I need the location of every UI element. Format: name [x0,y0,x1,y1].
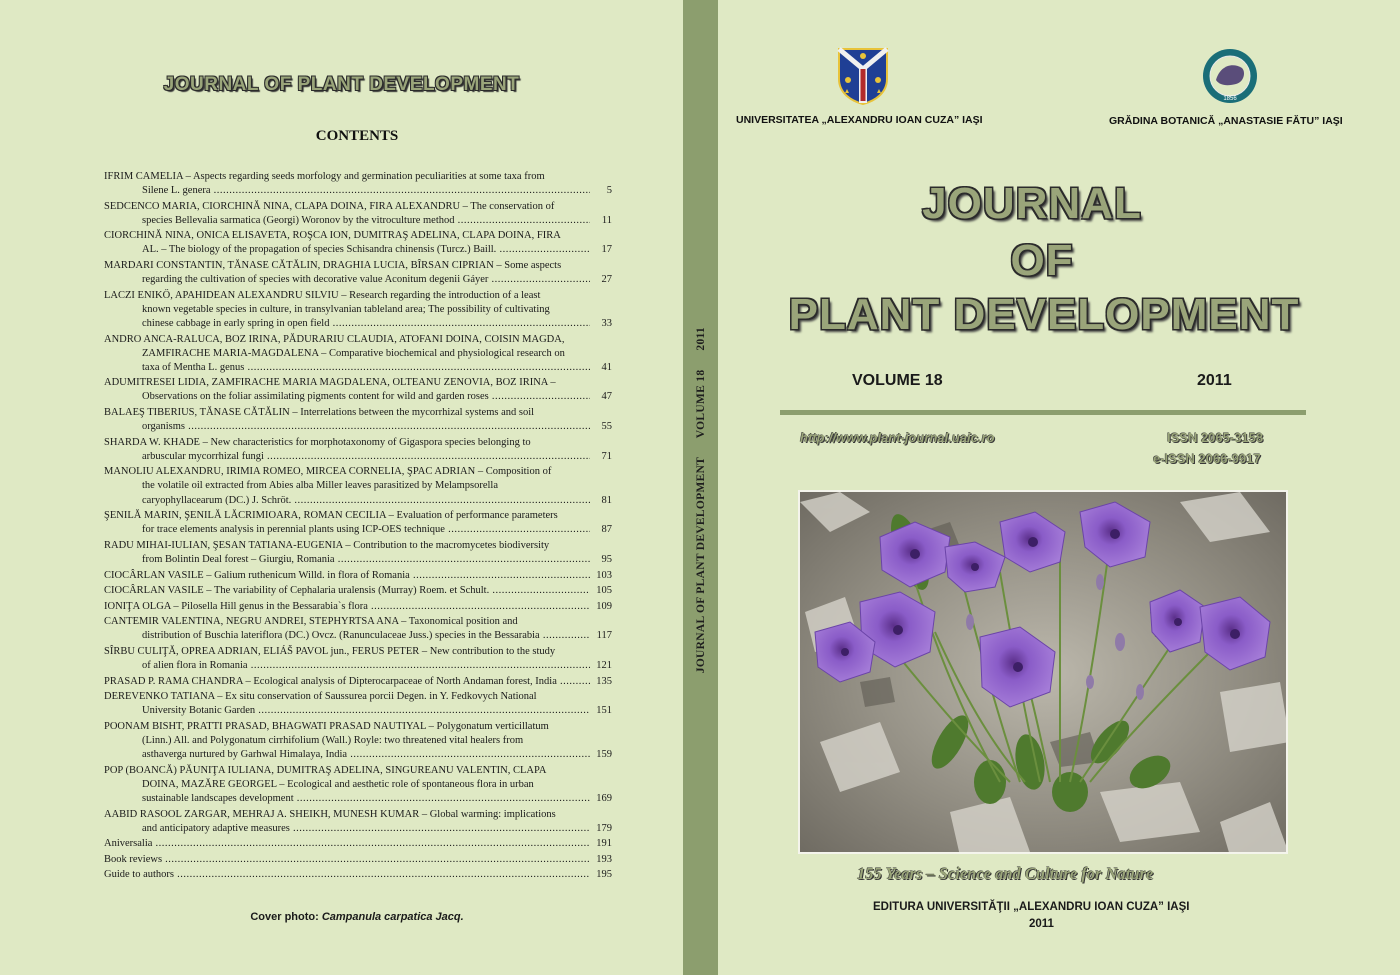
toc-entry-line: from Bolintin Deal forest – Giurgiu, Romania ..... [104,553,590,567]
toc-entry [104,539,612,567]
divider-rule [780,410,1306,415]
toc-entry [104,200,612,228]
toc-entry-line: organisms ..... [104,420,590,434]
toc-entry-line: SÎRBU CULIŢĂ, OPREA ADRIAN, ELIÁŠ PAVOL jun., FERUS PETER – New contribution to the study [104,646,556,657]
toc-entry-line: ZAMFIRACHE MARIA-MAGDALENA – Comparative biochemical and physiological research on [142,347,565,359]
toc-page-number: 71 [601,450,612,462]
toc-page-number: 135 [596,675,612,687]
toc-entry-line: MARDARI CONSTANTIN, TĂNASE CĂTĂLIN, DRAGHIA LUCIA, BÎRSAN CIPRIAN – Some aspects [104,260,562,272]
cover-photo-species: Campanula carpatica Jacq. [321,911,464,923]
toc-page-number: 121 [596,660,612,672]
toc-entry-line: Guide to authors ..... [104,868,590,882]
toc-entry [104,600,612,614]
toc-entry-line: SEDCENCO MARIA, CIORCHINĂ NINA, CLAPA DOINA, FIRA ALEXANDRU – The conservation of [104,200,555,212]
toc-entry-line: Aniversalia ..... [104,837,590,851]
toc-entry [104,509,612,537]
publisher-year: 2011 [1029,918,1054,930]
toc-entry-line: ŞENILĂ MARIN, ŞENILĂ LĂCRIMIOARA, ROMAN CECILIA – Evaluation of performance parameters [104,510,558,522]
toc-entry-line: POP (BOANCĂ) PĂUNIŢA IULIANA, DUMITRAŞ ADELINA, SINGUREANU VALENTIN, CLAPA [104,764,547,776]
title-line-plant-development: PLANT DEVELOPMENT [788,290,1300,339]
toc-entry-line: IONIŢA OLGA – Pilosella Hill genus in the Bessarabia`s flora ..... [104,600,590,614]
toc-entry-line: for trace elements analysis in perennial plants using ICP-OES technique ..... [104,523,590,537]
toc-page-number: 191 [596,838,612,850]
toc-entry [104,868,612,882]
toc-entry-line: asthaverga nurtured by Garhwal Himalaya, India ..... [104,748,590,762]
toc-entry-line: AL. – The biology of the propagation of species Schisandra chinensis (Turcz.) Baill. ..... [104,243,590,257]
cover-photo-label: Cover photo: [250,911,322,923]
toc-entry [104,406,612,434]
contents-heading: CONTENTS [315,128,399,144]
back-journal-title: JOURNAL OF PLANT DEVELOPMENT [163,74,520,95]
cover-photo [798,490,1288,854]
toc-entry-line: MANOLIU ALEXANDRU, IRIMIA ROMEO, MIRCEA CORNELIA, ŞPAC ADRIAN – Composition of [104,466,552,478]
publisher: EDITURA UNIVERSITĂŢII „ALEXANDRU IOAN CUZA” IAŞI [873,901,1190,913]
toc-entry-line: and anticipatory adaptive measures ..... [104,822,590,836]
spine-text: JOURNAL OF PLANT DEVELOPMENT VOLUME 18 2011 [694,326,707,674]
toc-entry [104,853,612,867]
toc-page-number: 103 [596,569,612,581]
toc-entry [104,584,612,598]
toc-entry [104,690,612,718]
tagline: 155 Years – Science and Culture for Nature [857,864,1154,883]
university-crest-icon [837,47,889,105]
toc-entry-line: chinese cabbage in early spring in open field ..... [104,317,590,331]
toc-entry-line: RADU MIHAI-IULIAN, ŞESAN TATIANA-EUGENIA – Contribution to the macromycetes biodiversity [104,539,550,551]
toc-entry [104,569,612,583]
seal-year: 1856 [1223,96,1237,102]
toc-entry-line: DEREVENKO TATIANA – Ex situ conservation of Saussurea porcii Degen. in Y. Fedkovych National [104,691,537,703]
toc-entry-line: AABID RASOOL ZARGAR, MEHRAJ A. SHEIKH, MUNESH KUMAR – Global warming: implications [104,808,556,820]
toc-page-number: 41 [601,361,612,373]
toc-entry-line: PRASAD P. RAMA CHANDRA – Ecological analysis of Dipterocarpaceae of North Andaman forest, India ..... [104,675,590,689]
botanical-garden-seal-icon [1202,48,1258,104]
toc-entry [104,229,612,257]
toc-page-number: 179 [596,822,612,834]
toc-page-number: 27 [601,274,612,286]
toc-entry-line: CIOCÂRLAN VASILE – Galium ruthenicum Willd. in flora of Romania ..... [104,569,590,583]
toc-entry-line: LACZI ENIKŐ, APAHIDEAN ALEXANDRU SILVIU – Research regarding the introduction of a least [104,289,541,301]
toc-entry-line: of alien flora in Romania ..... [104,659,590,673]
toc-entry-line: caryophyllacearum (DC.) J. Schröt. ..... [104,494,590,508]
title-line-journal: JOURNAL [922,179,1142,228]
toc-entry [104,645,612,673]
botanical-garden-name: GRĂDINA BOTANICĂ „ANASTASIE FĂTU” IAŞI [1109,115,1343,127]
title-line-of: OF [1010,236,1074,285]
toc-page-number: 193 [596,853,612,865]
toc-entry-line: arbuscular mycorrhizal fungi ..... [104,450,590,464]
toc-entry [104,615,612,643]
toc-entry-line: known vegetable species in culture, in transylvanian tableland area; The possibility of cultivating [142,303,550,315]
toc-page-number: 195 [596,869,612,881]
table-of-contents [104,170,612,884]
toc-entry-line: ADUMITRESEI LIDIA, ZAMFIRACHE MARIA MAGDALENA, OLTEANU ZENOVIA, BOZ IRINA – [104,377,556,389]
toc-entry [104,675,612,689]
toc-entry-line: CIORCHINĂ NINA, ONICA ELISAVETA, ROŞCA ION, DUMITRAŞ ADELINA, CLAPA DOINA, FIRA [104,230,561,242]
toc-entry-line: University Botanic Garden ..... [104,704,590,718]
toc-entry-line: DOINA, MAZĂRE GEORGEL – Ecological and aesthetic role of spontaneous flora in urban [142,778,534,790]
university-name: UNIVERSITATEA „ALEXANDRU IOAN CUZA” IAŞI [736,114,983,126]
toc-entry-line: the volatile oil extracted from Abies alba Miller leaves parasitized by Melampsorella [142,480,499,492]
toc-entry-line: sustainable landscapes development ..... [104,792,590,806]
toc-page-number: 87 [601,524,612,536]
toc-entry-line: regarding the cultivation of species with decorative value Aconitum degenii Gáyer ..... [104,273,590,287]
year-label: 2011 [1197,372,1232,389]
journal-url: http://www.plant-journal.uaic.ro [800,430,995,445]
toc-entry-line: IFRIM CAMELIA – Aspects regarding seeds morfology and germination peculiarities at some taxa from [104,171,545,182]
toc-entry-line: CIOCÂRLAN VASILE – The variability of Cephalaria uralensis (Murray) Roem. et Schult. ..... [104,584,590,598]
toc-page-number: 33 [601,317,612,329]
toc-page-number: 95 [601,553,612,565]
toc-page-number: 17 [601,244,612,256]
toc-entry-line: distribution of Buschia lateriflora (DC.) Ovcz. (Ranunculaceae Juss.) species in the Bessarabia ..... [104,629,590,643]
toc-page-number: 109 [596,600,612,612]
toc-entry [104,436,612,464]
cover-photo-note [0,911,714,923]
toc-entry-line: Silene L. genera ..... [104,184,590,198]
toc-entry [104,259,612,287]
toc-page-number: 47 [601,391,612,403]
toc-entry [104,376,612,404]
toc-entry [104,333,612,375]
toc-entry [104,837,612,851]
toc-entry-line: SHARDA W. KHADE – New characteristics for morphotaxonomy of Gigaspora species belonging to [104,436,531,448]
toc-entry [104,764,612,806]
toc-page-number: 81 [601,494,612,506]
toc-entry-line: taxa of Mentha L. genus ..... [104,361,590,375]
toc-page-number: 55 [601,421,612,433]
toc-entry-line: Observations on the foliar assimilating pigments content for wild and garden roses ..... [104,390,590,404]
toc-entry [104,465,612,507]
campanula-photo-image [800,492,1288,854]
toc-page-number: 169 [596,792,612,804]
toc-entry-line: species Bellevalia sarmatica (Georgi) Woronov by the vitroculture method ..... [104,214,590,228]
toc-page-number: 159 [596,749,612,761]
toc-page-number: 117 [596,630,612,642]
toc-entry-line: BALAEŞ TIBERIUS, TĂNASE CĂTĂLIN – Interrelations between the mycorrhizal systems and soil [104,407,535,418]
toc-entry-line: (Linn.) All. and Polygonatum cirrhifolium (Wall.) Royle: two threatened vital healers from [142,735,524,747]
issn: ISSN 2065-3158 [1167,430,1264,445]
toc-page-number: 11 [601,214,612,226]
toc-page-number: 151 [596,705,612,717]
toc-entry [104,289,612,331]
volume-label: VOLUME 18 [852,372,943,389]
e-issn: e-ISSN 2066-9917 [1153,451,1261,466]
toc-entry [104,720,612,762]
toc-entry [104,808,612,836]
toc-page-number: 5 [606,185,612,197]
toc-entry [104,170,612,198]
toc-entry-line: POONAM BISHT, PRATTI PRASAD, BHAGWATI PRASAD NAUTIYAL – Polygonatum verticillatum [104,720,549,732]
toc-entry-line: Book reviews ..... [104,853,590,867]
toc-entry-line: CANTEMIR VALENTINA, NEGRU ANDREI, STEPHYRTSA ANA – Taxonomical position and [104,616,518,628]
toc-entry-line: ANDRO ANCA-RALUCA, BOZ IRINA, PĂDURARIU CLAUDIA, ATOFANI DOINA, COISIN MAGDA, [104,333,565,345]
toc-page-number: 105 [596,585,612,597]
